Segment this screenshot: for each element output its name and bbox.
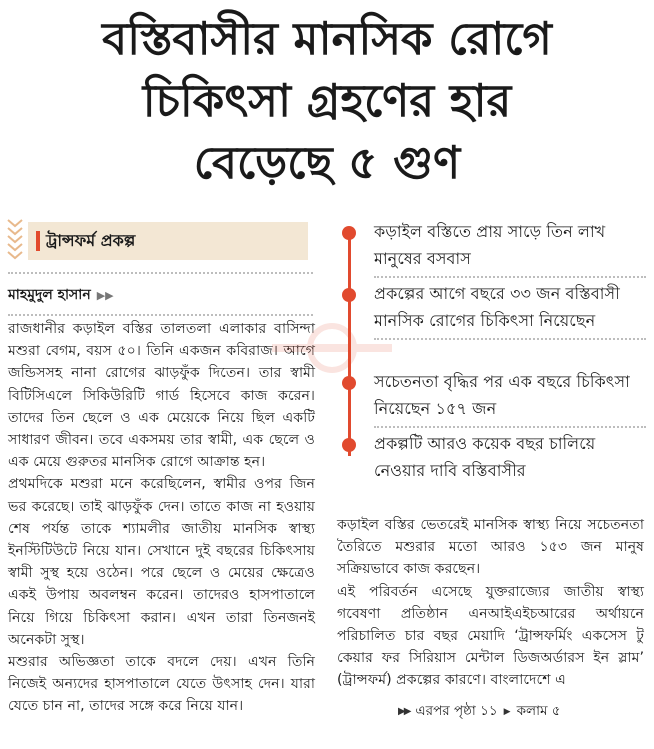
continuation-note [398, 700, 561, 723]
paragraph: মশুরার অভিজ্ঞতা তাকে বদলে দেয়। এখন তিনি নিজেই অন্যদের হাসপাতালে যেতে উৎসাহ দেন। যারা যেতে চান না, তাদের সঙ্গে করে নিয়ে যান। [8, 654, 315, 715]
double-chevron-right-icon: ▶▶ [96, 288, 114, 302]
headline-line-2: চিকিৎসা গ্রহণের হার [142, 74, 512, 127]
paragraph: রাজধানীর কড়াইল বস্তির তালতলা এলাকার বাসিন্দা মশুরা বেগম, বয়স ৫০। তিনি একজন কবিরাজ। আগে জন্ডিসসহ নানা রোগের ঝাড়ফুঁক দিতেন। তার স্বামী বিটিসিএলে সিকিউরিটি গার্ড হিসেবে কাজ করেন। তাদের তিন ছেলে ও এক মেয়েকে নিয়ে ছিল একটি সাধারণ জীবন। তবে একসময় তার স্বামী, এক ছেলে ও এক মেয়ে গুরুতর মানসিক রোগে আক্রান্ত হন। [8, 321, 315, 471]
bullet-dot-icon [342, 288, 356, 302]
paragraph: এই পরিবর্তন এসেছে যুক্তরাজ্যের জাতীয় স্বাস্থ্য গবেষণা প্রতিষ্ঠান এনআইএইচআরের অর্থায়নে পরিচালিত চার বছর মেয়াদি ‘ট্রান্সফর্মিং একসেস টু কেয়ার ফর সিরিয়াস মেন্টাল ডিজঅর্ডারস ইন স্লাম’ (ট্রান্সফর্ম) প্রকল্পের কারণে। বাংলাদেশে এ [337, 583, 644, 689]
paragraph: প্রথমদিকে মশুরা মনে করেছিলেন, স্বামীর ওপর জিন ভর করেছে। তাই ঝাড়ফুঁক দেন। তাতে কাজ না হওয়ায় শেষ পর্যন্ত তাকে শ্যামলীর জাতীয় মানসিক স্বাস্থ্য ইনস্টিটিউটে নিয়ে যান। সেখানে দুই বছরের চিকিৎসায় স্বামী সুস্থ হয়ে ওঠেন। পরে ছেলে ও মেয়ের ক্ষেত্রেও একই উপায় অবলম্বন করেন। তাদেরও হাসপাতালে নিয়ে গিয়ে চিকিৎসা করান। এখন তারা তিনজনই অনেকটা সুস্থ। [8, 476, 315, 648]
bullet-dot-icon [342, 438, 356, 452]
highlight-item [340, 368, 646, 428]
bullet-dot-icon [342, 376, 356, 390]
bullet-dot-icon [342, 226, 356, 240]
section-tag-label: ট্রান্সফর্ম প্রকল্প [36, 231, 135, 251]
highlight-text: প্রকল্পের আগে বছরে ৩৩ জন বস্তিবাসী মানসিক রোগের চিকিৎসা নিয়েছেন [374, 280, 646, 340]
highlight-text: প্রকল্পটি আরও কয়েক বছর চালিয়ে নেওয়ার দাবি বস্তিবাসীর [374, 434, 596, 480]
ornament-icon [6, 216, 24, 262]
continuation-page: এরপর পৃষ্ঠা ১১ [415, 703, 498, 719]
arrow-right-icon: ▶ [503, 706, 511, 717]
byline [8, 284, 114, 306]
divider [8, 314, 313, 316]
headline-line-3: বেড়েছে ৫ গুণ [193, 136, 461, 189]
headline-line-1: বস্তিবাসীর মানসিক রোগে [102, 12, 552, 65]
article-body-right [337, 514, 644, 692]
double-arrow-icon: ▶▶ [398, 706, 410, 717]
highlight-text: কড়াইল বস্তিতে প্রায় সাড়ে তিন লাখ মানুষের বসবাস [374, 218, 646, 278]
highlight-item [340, 430, 646, 488]
highlight-text: সচেতনতা বৃদ্ধির পর এক বছরে চিকিৎসা নিয়েছেন ১৫৭ জন [374, 368, 646, 428]
highlight-item [340, 280, 646, 340]
continuation-column: কলাম ৫ [516, 703, 561, 719]
section-tag [28, 222, 308, 260]
headline [0, 8, 654, 194]
paragraph: কড়াইল বস্তির ভেতরেই মানসিক স্বাস্থ্য নিয়ে সচেতনতা তৈরিতে মশুরার মতো আরও ১৫৩ জন মানুষ সক্রিয়ভাবে কাজ করছেন। [337, 517, 644, 578]
highlight-item [340, 218, 646, 278]
author-name: মাহমুদুল হাসান [8, 287, 91, 303]
divider [8, 272, 313, 274]
article-body-left [8, 318, 315, 718]
